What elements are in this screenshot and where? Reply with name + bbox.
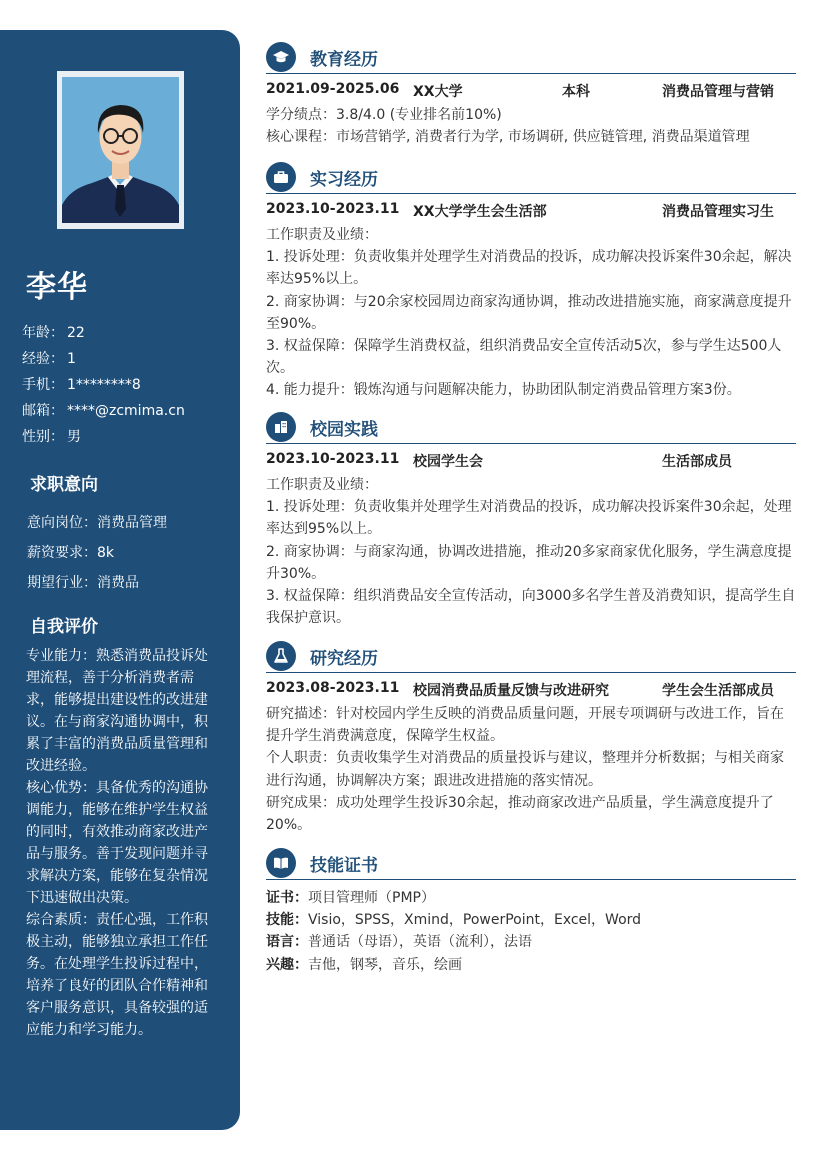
job-intent-title: 求职意向 — [30, 475, 98, 495]
campus-details — [266, 474, 796, 629]
skills-section — [266, 846, 796, 976]
education-school: XX大学 — [413, 84, 463, 100]
research-details — [266, 703, 796, 836]
campus-meta — [266, 444, 796, 474]
internship-line: 2. 商家协调：与20余家校园周边商家沟通协调，推动改进措施实施，商家满意度提升至90%。 — [266, 293, 792, 332]
research-project: 校园消费品质量反馈与改进研究 — [413, 683, 609, 699]
internship-line: 4. 能力提升：锻炼沟通与问题解决能力，协助团队制定消费品管理方案3份。 — [266, 382, 741, 399]
skill-row-certificate: 证书：项目管理师（PMP） — [266, 890, 435, 906]
internship-meta — [266, 194, 796, 224]
graduation-cap-icon — [266, 42, 296, 72]
campus-role: 生活部成员 — [662, 454, 732, 470]
section-title: 校园实践 — [310, 420, 378, 440]
section-title: 技能证书 — [310, 856, 378, 876]
research-section — [266, 639, 796, 836]
email-row: 邮箱： ****@zcmima.cn — [22, 403, 185, 419]
research-meta — [266, 673, 796, 703]
education-meta — [266, 74, 796, 104]
self-eval-paragraph: 综合素质：责任心强，工作积极主动，能够独立承担工作任务。在处理学生投诉过程中，培养了良好的团队合作精神和客户服务意识，具备较强的适应能力和学习能力。 — [26, 912, 208, 1038]
campus-line: 3. 权益保障：组织消费品安全宣传活动，向3000多名学生普及消费知识，提高学生自我保护意识。 — [266, 588, 796, 627]
campus-date: 2023.10-2023.11 — [266, 451, 400, 467]
section-header — [266, 846, 796, 880]
research-role: 学生会生活部成员 — [662, 683, 774, 699]
experience-row: 经验： 1 — [22, 351, 76, 367]
education-date: 2021.09-2025.06 — [266, 81, 400, 97]
profile-photo — [57, 71, 184, 229]
skill-row-language: 语言：普通话（母语），英语（流利），法语 — [266, 934, 532, 951]
gender-row: 性别： 男 — [22, 429, 81, 445]
education-details — [266, 104, 796, 148]
education-line: 核心课程：市场营销学, 消费者行为学, 市场调研, 供应链管理, 消费品渠道管理 — [266, 129, 750, 146]
self-eval-title: 自我评价 — [30, 617, 98, 637]
education-degree: 本科 — [562, 84, 590, 100]
job-intent-list — [27, 508, 232, 598]
phone-row: 手机： 1********8 — [22, 377, 141, 393]
intent-position-row: 意向岗位：消费品管理 — [27, 515, 167, 531]
portrait-image — [62, 77, 179, 223]
education-line: 学分绩点：3.8/4.0 (专业排名前10%) — [266, 107, 502, 123]
campus-section — [266, 410, 796, 629]
internship-date: 2023.10-2023.11 — [266, 201, 400, 217]
basic-info — [22, 320, 232, 450]
internship-role: 消费品管理实习生 — [662, 204, 774, 220]
flask-icon — [266, 641, 296, 671]
internship-line: 工作职责及业绩： — [266, 227, 378, 243]
age-row: 年龄： 22 — [22, 325, 85, 341]
internship-section — [266, 160, 796, 402]
skill-row-interest: 兴趣：吉他，钢琴，音乐，绘画 — [266, 956, 462, 973]
intent-salary-row: 薪资要求：8k — [27, 545, 115, 561]
building-icon — [266, 412, 296, 442]
candidate-name: 李华 — [26, 270, 88, 305]
self-eval-paragraph: 专业能力：熟悉消费品投诉处理流程，善于分析消费者需求，能够提出建设性的改进建议。在与商家沟通协调中，积累了丰富的消费品质量管理和改进经验。 — [26, 648, 208, 774]
sidebar — [0, 30, 240, 1130]
internship-line: 3. 权益保障：保障学生消费权益，组织消费品安全宣传活动5次，参与学生达500人次。 — [266, 338, 782, 377]
section-title: 研究经历 — [310, 649, 378, 669]
skill-row-skills: 技能：Visio，SPSS，Xmind，PowerPoint，Excel，Word — [266, 912, 642, 929]
internship-line: 1. 投诉处理：负责收集并处理学生对消费品的投诉，成功解决投诉案件30余起，解决率达95%以上。 — [266, 249, 792, 288]
section-title: 教育经历 — [310, 50, 378, 70]
research-line: 研究描述：针对校园内学生反映的消费品质量问题，开展专项调研与改进工作，旨在提升学生消费满意度，保障学生权益。 — [266, 706, 784, 745]
internship-org: XX大学学生会生活部 — [413, 204, 547, 220]
self-eval-paragraph: 核心优势：具备优秀的沟通协调能力，能够在维护学生权益的同时，有效推动商家改进产品与服务。善于发现问题并寻求解决方案，能够在复杂情况下迅速做出决策。 — [26, 780, 208, 906]
campus-org: 校园学生会 — [413, 454, 483, 470]
campus-line: 工作职责及业绩： — [266, 477, 378, 493]
section-header — [266, 40, 796, 74]
education-section — [266, 40, 796, 148]
education-major: 消费品管理与营销 — [662, 84, 774, 100]
internship-details — [266, 224, 796, 402]
research-line: 个人职责：负责收集学生对消费品的质量投诉与建议，整理并分析数据；与相关商家进行沟通，协调解决方案；跟进改进措施的落实情况。 — [266, 750, 784, 789]
research-date: 2023.08-2023.11 — [266, 680, 400, 696]
briefcase-icon — [266, 162, 296, 192]
section-header — [266, 410, 796, 444]
campus-line: 1. 投诉处理：负责收集并处理学生对消费品的投诉，成功解决投诉案件30余起，处理率达到95%以上。 — [266, 499, 792, 538]
book-icon — [266, 848, 296, 878]
campus-line: 2. 商家协调：与商家沟通，协调改进措施，推动20多家商家优化服务，学生满意度提升30%。 — [266, 543, 792, 582]
section-title: 实习经历 — [310, 170, 378, 190]
section-header — [266, 639, 796, 673]
section-header — [266, 160, 796, 194]
intent-industry-row: 期望行业：消费品 — [27, 575, 139, 591]
self-eval-text — [26, 645, 218, 1041]
research-line: 研究成果：成功处理学生投诉30余起，推动商家改进产品质量，学生满意度提升了20%。 — [266, 794, 774, 834]
